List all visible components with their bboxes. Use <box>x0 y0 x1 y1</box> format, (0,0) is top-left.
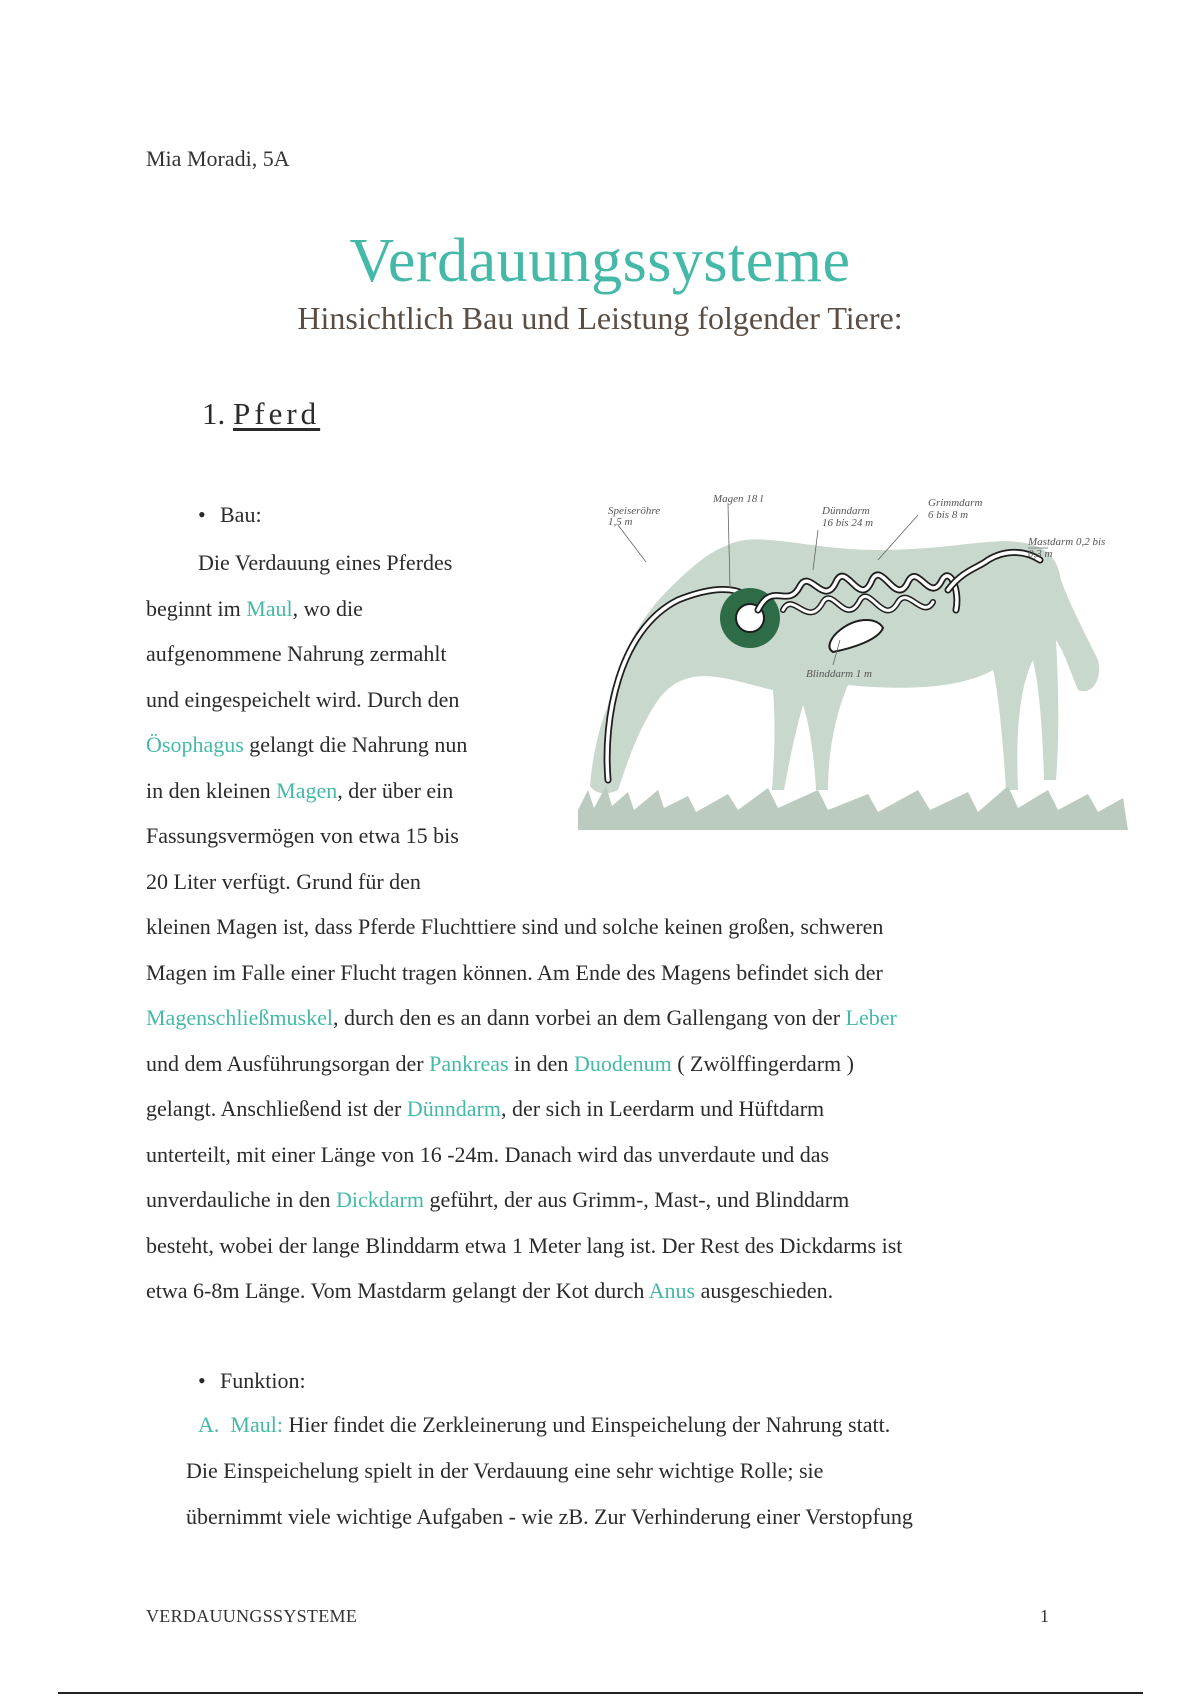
funktion-label: Funktion: <box>220 1368 306 1393</box>
label-duenndarm-length: 16 bis 24 m <box>822 517 874 529</box>
label-speiseroehre-length: 1,5 m <box>608 516 633 528</box>
author-line: Mia Moradi, 5A <box>146 146 290 171</box>
text-run: ausgeschieden. <box>695 1278 834 1303</box>
text-run: Magen im Falle einer Flucht tragen können. Am Ende des Magens befindet sich der <box>146 959 883 985</box>
text-run: unterteilt, mit einer Länge von 16 -24m. Danach wird das unverdaute und das <box>146 1141 830 1167</box>
highlighted-term: Dickdarm <box>336 1187 424 1212</box>
highlighted-term: Dünndarm <box>406 1096 501 1121</box>
highlighted-term: Pankreas <box>429 1050 509 1076</box>
label-grimmdarm: Grimmdarm <box>928 497 983 509</box>
text-run: aufgenommene Nahrung zermahlt <box>146 641 447 666</box>
bau-text-line <box>146 1041 1066 1087</box>
text-run: besteht, wobei der lange Blinddarm etwa 1 Meter lang ist. Der Rest des Dickdarms ist <box>146 1232 903 1258</box>
label-duenndarm: Dünndarm <box>822 505 870 517</box>
bullet-dot-icon: • <box>198 502 206 527</box>
section-heading <box>202 396 320 432</box>
highlighted-term: Leber <box>845 1005 897 1030</box>
funktion-item-letter: A. <box>198 1412 220 1437</box>
label-magen: Magen 18 l <box>713 493 764 505</box>
highlighted-term: Duodenum <box>573 1050 672 1076</box>
highlighted-term: Anus <box>648 1278 696 1303</box>
page-subtitle: Hinsichtlich Bau und Leistung folgender Tiere: <box>297 300 903 336</box>
bau-text-line <box>146 1268 1066 1314</box>
text-run: in den <box>508 1050 574 1076</box>
horse-digestive-diagram <box>578 490 1128 850</box>
footer-page-number: 1 <box>1040 1606 1049 1626</box>
label-mastdarm-length: 0,3 m <box>1028 548 1053 560</box>
text-run: geführt, der aus Grimm-, Mast-, und Blinddarm <box>423 1187 850 1212</box>
text-run: etwa 6-8m Länge. Vom Mastdarm gelangt der Kot durch <box>146 1278 649 1303</box>
bau-text-line <box>146 1177 1066 1223</box>
grass-ground <box>578 786 1128 830</box>
text-run: Fassungsvermögen von etwa 15 bis <box>146 823 459 848</box>
funktion-item-term: Maul: <box>230 1412 283 1437</box>
highlighted-term: Magenschließmuskel <box>146 1005 333 1030</box>
label-grimmdarm-length: 6 bis 8 m <box>928 509 969 521</box>
text-run: ( Zwölffingerdarm ) <box>671 1050 854 1076</box>
text-run: kleinen Magen ist, dass Pferde Fluchttiere sind und solche keinen großen, schweren <box>146 914 884 939</box>
section-name: Pferd <box>233 396 321 431</box>
funktion-item-a <box>198 1402 890 1448</box>
bau-text-line <box>146 950 1066 996</box>
highlighted-term: Ösophagus <box>146 732 244 757</box>
text-run: und eingespeichelt wird. Durch den <box>146 686 460 712</box>
bottom-rule <box>58 1692 1143 1694</box>
bau-text-line <box>146 1223 1066 1269</box>
funktion-bullet <box>198 1368 306 1394</box>
section-number: 1. <box>202 396 226 431</box>
funktion-line: übernimmt viele wichtige Aufgaben - wie zB. Zur Verhinderung einer Verstopfung <box>186 1504 913 1529</box>
text-run: Die Verdauung eines Pferdes <box>198 550 453 575</box>
funktion-line: Die Einspeichelung spielt in der Verdauung eine sehr wichtige Rolle; sie <box>186 1458 824 1483</box>
text-run: beginnt im <box>146 595 247 621</box>
bau-text-line <box>146 1086 1066 1132</box>
bullet-dot-icon: • <box>198 1368 206 1393</box>
text-run: gelangt die Nahrung nun <box>243 732 468 757</box>
bau-label: Bau: <box>220 502 262 527</box>
label-blinddarm: Blinddarm 1 m <box>806 668 872 680</box>
text-run: 20 Liter verfügt. Grund für den <box>146 868 421 894</box>
bau-bullet <box>198 502 262 528</box>
page-title: Verdauungssysteme <box>349 227 851 295</box>
text-run: in den kleinen <box>146 777 277 803</box>
label-mastdarm: Mastdarm 0,2 bis <box>1028 536 1106 548</box>
text-run: und dem Ausführungsorgan der <box>146 1050 430 1076</box>
text-run: , wo die <box>292 595 363 621</box>
bau-text-line <box>146 859 1066 905</box>
text-run: , der über ein <box>337 777 454 803</box>
footer-running-title: VERDAUUNGSSYSTEME <box>146 1606 358 1626</box>
highlighted-term: Maul <box>246 595 293 621</box>
label-speiseroehre: Speiseröhre <box>608 505 661 517</box>
text-run: , durch den es an dann vorbei an dem Gallengang von der <box>332 1005 846 1030</box>
highlighted-term: Magen <box>276 777 338 803</box>
bau-text-line <box>146 1132 1066 1178</box>
text-run: gelangt. Anschließend ist der <box>146 1096 407 1121</box>
text-run: unverdauliche in den <box>146 1187 336 1212</box>
funktion-line: Hier findet die Zerkleinerung und Einspeichelung der Nahrung statt. <box>288 1412 891 1437</box>
bau-text-line <box>146 995 1066 1041</box>
text-run: , der sich in Leerdarm und Hüftdarm <box>500 1096 825 1121</box>
bau-text-line <box>146 904 1066 950</box>
